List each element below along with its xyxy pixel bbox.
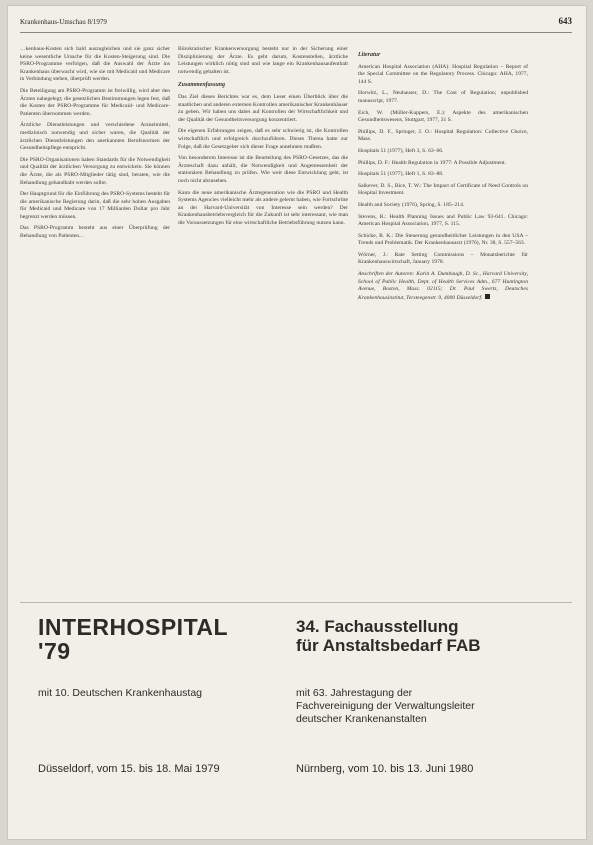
reference-entry: Phillips, D. F., Springer, J. O.: Hospital Regulation: Collective Choice, Mass. — [358, 128, 528, 143]
running-title: Krankenhaus-Umschau 8/1979 — [20, 18, 107, 26]
fab-title-line2: für Anstaltsbedarf FAB — [296, 636, 481, 655]
end-of-article-mark — [485, 294, 490, 299]
page-number: 643 — [558, 16, 572, 26]
authors-address — [358, 271, 528, 302]
paragraph: …kenhaus-Kosten sich bald auszugleichen und sie ganz sicher keine wesentliche Ursache für die Kosten-Steigerung sind. Die PSRO-Programme verfolgen, daß die Auswahl der Ärzte ins Krankenhaus überwacht wird, wie sie mit Medicaid und Medicare in Verbindung stehen, überprüft werden. — [20, 46, 170, 83]
reference-entry: Health and Society (1976), Spring, S. 185–214. — [358, 201, 465, 208]
paragraph: Kann die neue amerikanische Ärztegeneration wie die PSRO und Health Systems Agencies vielleicht mehr als andere gelernt haben, wie Fortschritte an der Harvard-Universität von Interesse sein werden? Der Krankenhausbetriebsvergleich für die Zukunft ist sehr interessant, wie man die Voraussetzungen für eine wirtschaftliche Betriebsführung nutzen kann. — [178, 189, 348, 226]
text-column-3 — [358, 46, 528, 581]
paragraph: Das PSRO-Programm besteht aus einer Überprüfung der Behandlung von Patienten… — [20, 225, 170, 240]
interhospital-title-line1: INTERHOSPITAL — [38, 614, 229, 640]
reference-entry: Salkever, D. S., Bice, T. W.: The Impact of Certificate of Need Controls on Hospital Investment. — [358, 182, 528, 197]
paragraph: Von besonderem Interesse ist die Beurteilung des PSRO-Gesetzes, das die Ärzteschaft dazu anhält, die Notwendigkeit und Angemessenheit der stationären Behandlung zu prüfen. Wie weit diese Entwicklung geht, ist noch nicht abzusehen. — [178, 155, 348, 184]
text-column-2 — [178, 46, 348, 581]
paragraph: Ärztliche Dienstleistungen und verschiedene Arzneimittel, medizinisch notwendig und sicher waren, die Qualität der ärztlichen Dienstleistungen den anerkannten Berufsnormen der Gesundheitspflege entspricht. — [20, 122, 170, 152]
paragraph: Das Ziel dieses Berichtes war es, dem Leser einen Überblick über die staatlichen und anderen externen Kontrollen amerikanischer Krankenhäuser zu geben. Wir haben uns dabei auf Kontrollen der Wirtschaftlichkeit und der Qualität der Gesundheitsversorgung konzentriert. — [178, 93, 348, 123]
fab-subtitle-line2: Fachvereinigung der Verwaltungsleiter — [296, 700, 475, 712]
fab-title — [296, 617, 481, 655]
section-heading: Zusammenfassung — [178, 82, 226, 89]
interhospital-subtitle: mit 10. Deutschen Krankenhaustag — [38, 687, 203, 699]
exhibition-advertisement — [20, 602, 572, 835]
reference-entry: Stevens, R.: Health Planning Issues and Public Law 93-641. Chicago: American Hospital Association, 1977, S. 115. — [358, 213, 528, 228]
paragraph: Bürokratischer Krankenversorgung besteht nur in der Sicherung einer Disziplinierung der Ärzte. Es geht darum, Kostenstellen, ärztliche Leistungen wirklich nötig sind und wie lange ein Krankenhausaufenthalt notwendig gehalten ist. — [178, 46, 348, 75]
text-column-1 — [20, 46, 170, 556]
journal-page — [8, 6, 586, 839]
interhospital-date-location: Düsseldorf, vom 15. bis 18. Mai 1979 — [38, 763, 220, 775]
reference-entry: Hospitals 51 (1977), Heft 3, S. 63–66. — [358, 147, 444, 154]
running-header — [20, 16, 572, 33]
references-heading: Literatur — [358, 52, 381, 58]
paragraph: Die PSRO-Organisationen haben Standards für die Notwendigkeit und Qualität der ärztlichen Versorgung zu entwickeln. Sie können die Ärzte, die als PSRO-Mitglieder tätig sind, beraten, wie die Behandlung gehandhabt werden sollte. — [20, 156, 170, 186]
authors-address-text: Anschriften der Autoren: Karin A. Dumbaugh, D. Sc., Harvard University, School of Public Health, Dept. of Health Services Adm., 677 Huntington Avenue, Boston, Mass. 02115; Dr. Paul Swertz, Deutsches Krankenhausinstitut, Tersteegenstr. 9, 4000 Düsseldorf. — [358, 271, 528, 301]
reference-entry: Hospitals 51 (1977), Heft 1, S. 83–88. — [358, 171, 444, 178]
interhospital-title — [38, 615, 228, 663]
fab-subtitle — [296, 687, 475, 726]
fab-subtitle-line3: deutscher Krankenanstalten — [296, 713, 427, 725]
fab-title-line1: 34. Fachausstellung — [296, 617, 459, 636]
reference-entry: Horwitz, L., Neuhauser, D.: The Cost of Regulation; unpublished manuscript, 1977. — [358, 90, 528, 104]
reference-entry: Phillips, D. F.: Health Regulation in 1977: A Possible Adjustment. — [358, 159, 506, 166]
interhospital-title-line2: '79 — [38, 638, 71, 664]
reference-entry: Schicke, R. K.: Die Steuerung gesundheitlicher Leistungen in den USA – Trends und Problematik. Der Krankenhausarzt (1976), Nr. 38, S. 557–563. — [358, 232, 528, 247]
reference-entry: Wörner, J.: Rate Setting Commissions – Monatsberichte für Krankenhauswirtschaft, January 1978. — [358, 251, 528, 266]
fab-date-location: Nürnberg, vom 10. bis 13. Juni 1980 — [296, 763, 474, 775]
paragraph: Die eigenen Erfahrungen zeigen, daß es sehr schwierig ist, die Kontrollen wirtschaftlich und erfolgreich durchzuführen. Dieses Thema hatte zur Folge, daß die Gesetzgeber sich dieser Frage annehmen mußten. — [178, 128, 348, 150]
fab-subtitle-line1: mit 63. Jahrestagung der — [296, 687, 413, 699]
paragraph: Der Hauptgrund für die Einführung des PSRO-Systems besteht für die amerikanische Regierung darin, daß die sehr hohen Ausgaben für Medicaid und Medicare von 17 Milliarden Dollar pro Jahr begrenzt werden müssen. — [20, 191, 170, 220]
reference-entry: Eich, W. (Müller-Kuppers, E.): Aspekte des amerikanischen Gesundheitswesens, Stuttgart, 1977, 31 S. — [358, 109, 528, 124]
paragraph: Die Beteiligung am PSRO-Programm ist freiwillig, wird aber den Ärzten nahegelegt; die gesetzlichen Bestimmungen legen fest, daß die Kosten der PSRO-Programme für Medicaid- und Medicare-Patienten übernommen werden. — [20, 87, 170, 117]
reference-entry: American Hospital Association (AHA): Hospital Regulation – Report of the Special Committee on the Regulatory Process. Chicago: AHA, 1977, 144 S. — [358, 63, 528, 85]
